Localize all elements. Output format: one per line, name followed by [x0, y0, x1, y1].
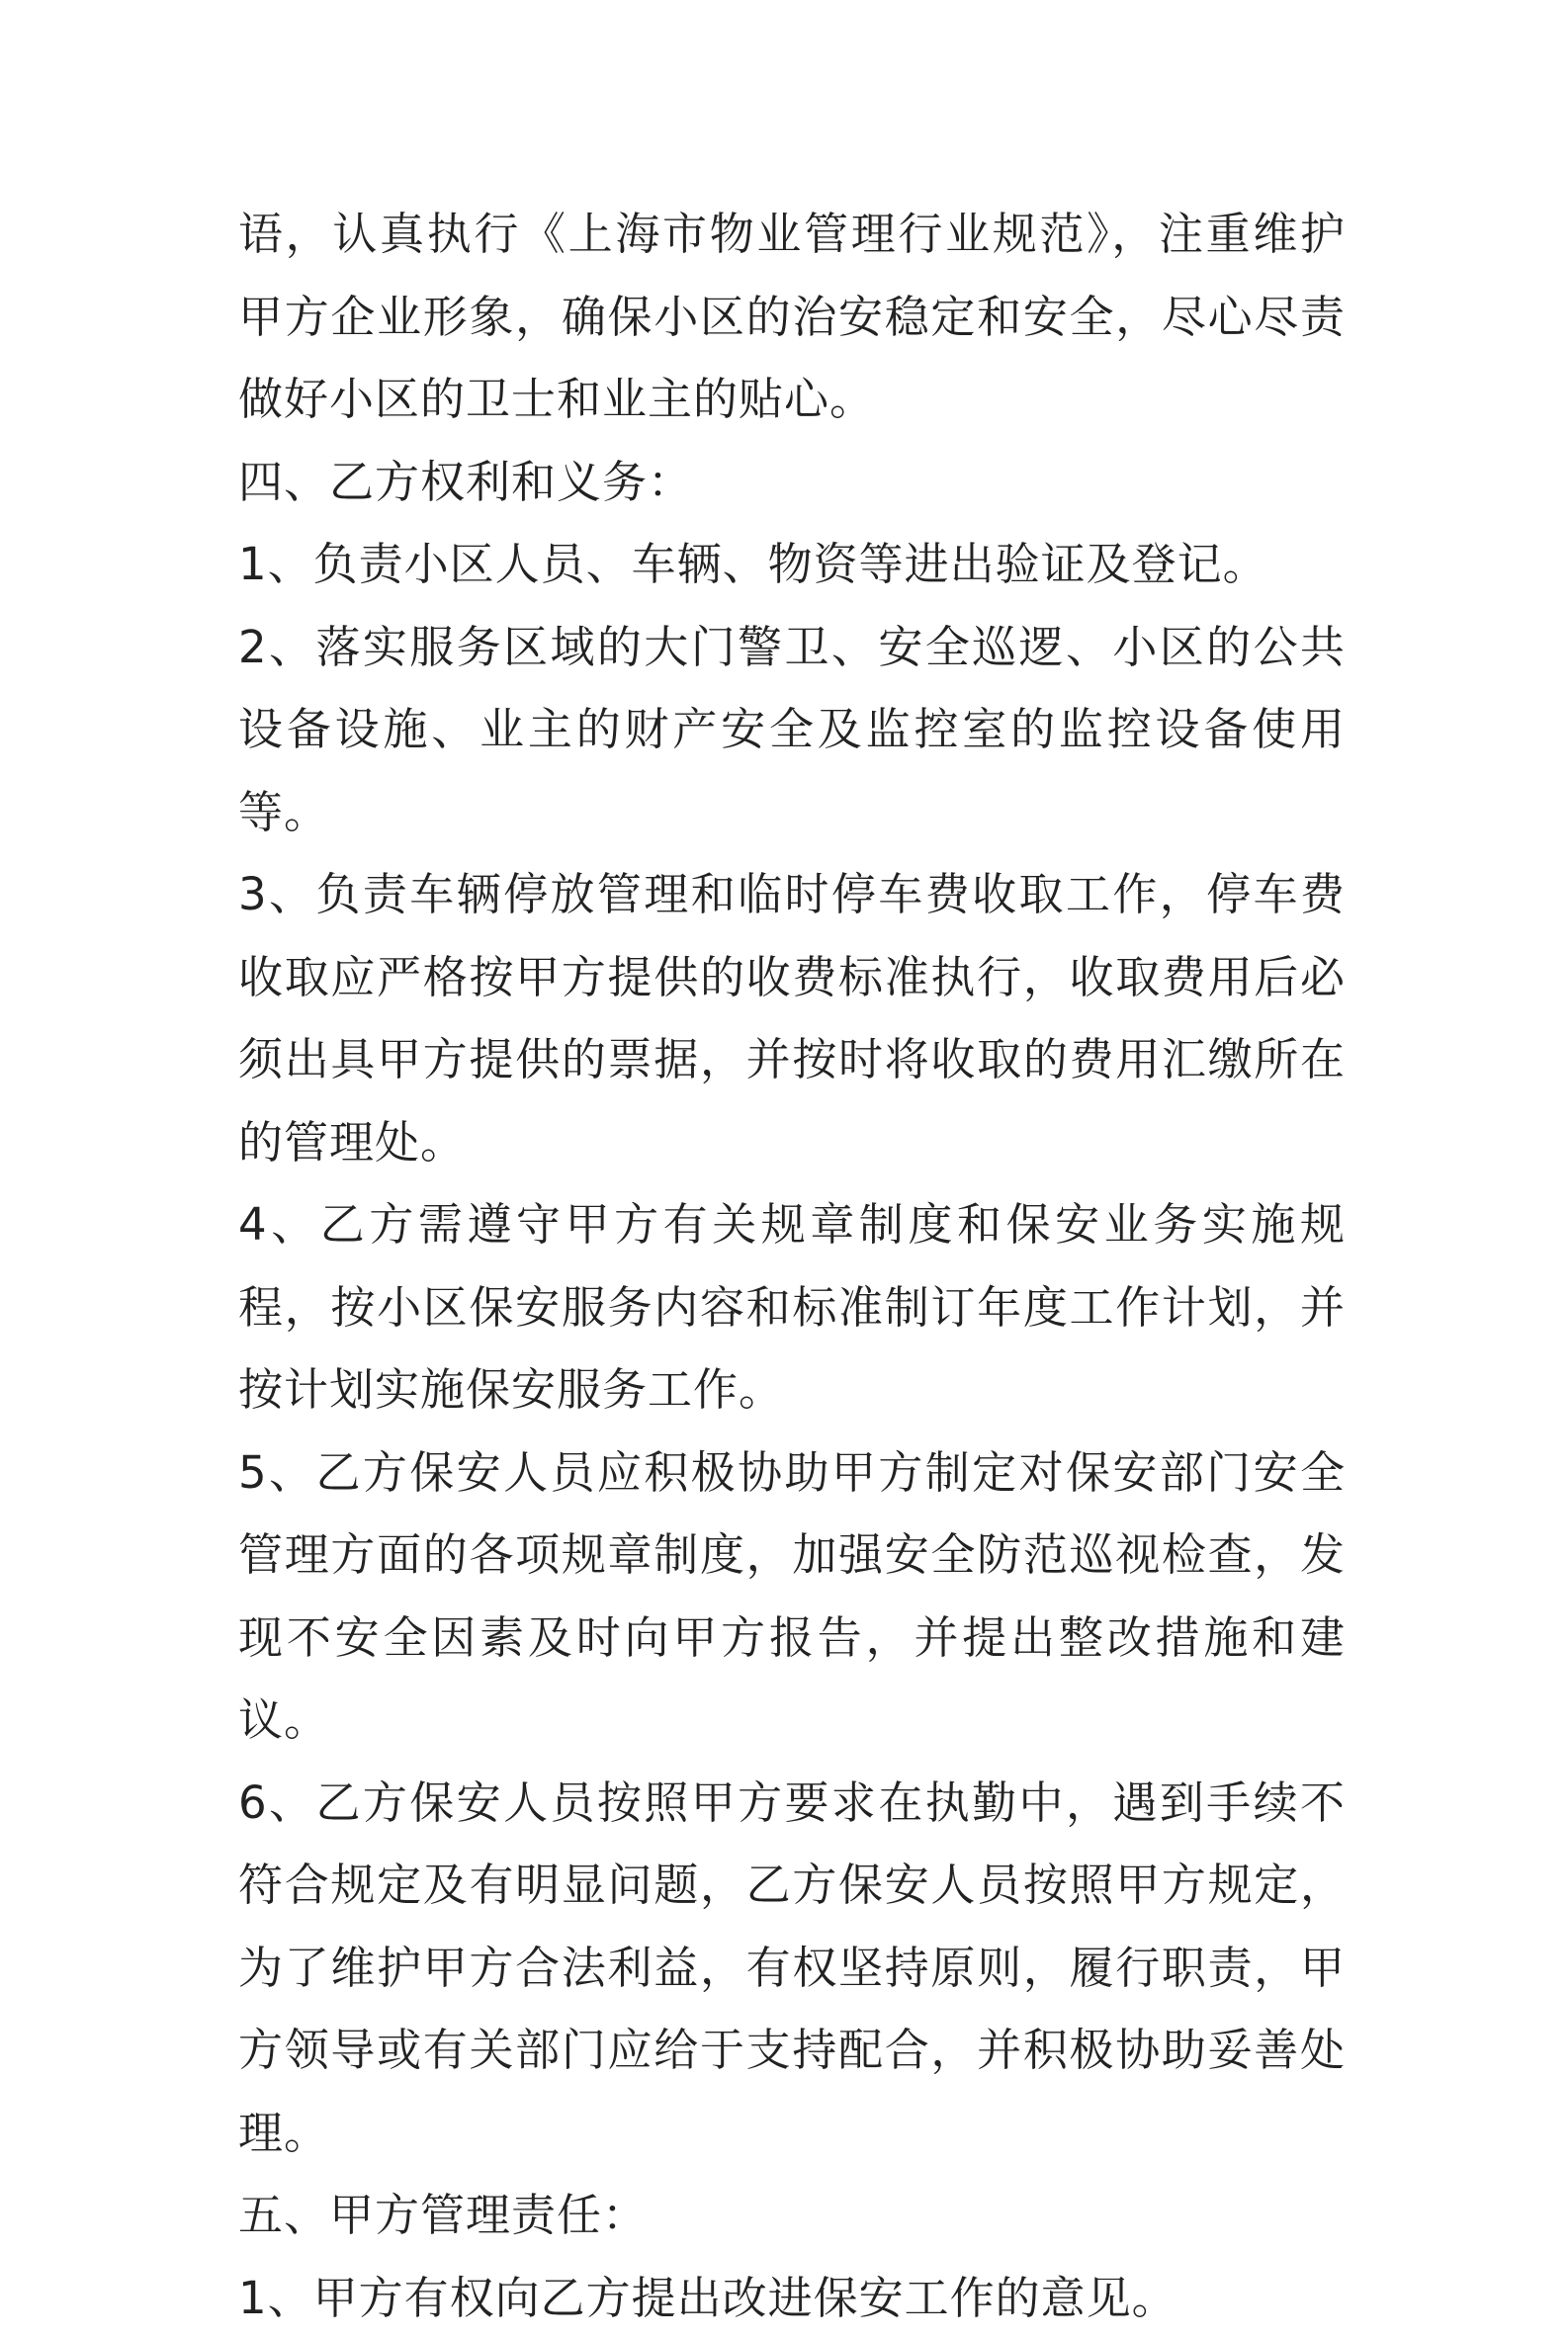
- section-heading-party-a-responsibility: 五、甲方管理责任：: [238, 2174, 1346, 2257]
- paragraph-continuation: 语，认真执行《上海市物业管理行业规范》，注重维护甲方企业形象，确保小区的治安稳定和安全，尽心尽责做好小区的卫士和业主的贴心。: [238, 193, 1346, 441]
- clause-item-1: 1、负责小区人员、车辆、物资等进出验证及登记。: [238, 523, 1346, 606]
- clause-item-3: 3、负责车辆停放管理和临时停车费收取工作，停车费收取应严格按甲方提供的收费标准执行，收取费用后必须出具甲方提供的票据，并按时将收取的费用汇缴所在的管理处。: [238, 853, 1346, 1183]
- section-heading-party-b-rights: 四、乙方权利和义务：: [238, 441, 1346, 524]
- document-body: [238, 193, 1346, 2339]
- clause-item-2: 2、落实服务区域的大门警卫、安全巡逻、小区的公共设备设施、业主的财产安全及监控室的监控设备使用等。: [238, 606, 1346, 854]
- clause-item-5: 5、乙方保安人员应积极协助甲方制定对保安部门安全管理方面的各项规章制度，加强安全防范巡视检查，发现不安全因素及时向甲方报告，并提出整改措施和建议。: [238, 1431, 1346, 1762]
- clause-item-6: 6、乙方保安人员按照甲方要求在执勤中，遇到手续不符合规定及有明显问题，乙方保安人员按照甲方规定，为了维护甲方合法利益，有权坚持原则，履行职责，甲方领导或有关部门应给于支持配合，并积极协助妥善处理。: [238, 1762, 1346, 2175]
- clause-item-a1: 1、甲方有权向乙方提出改进保安工作的意见。: [238, 2257, 1346, 2339]
- clause-item-4: 4、乙方需遵守甲方有关规章制度和保安业务实施规程，按小区保安服务内容和标准制订年度工作计划，并按计划实施保安服务工作。: [238, 1183, 1346, 1431]
